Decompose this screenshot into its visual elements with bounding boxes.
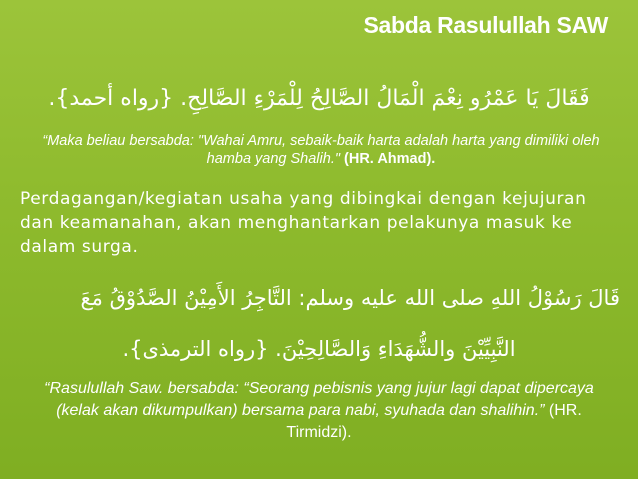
hadith1-arabic: فَقَالَ يَا عَمْرُو نِعْمَ الْمَالُ الصَّالِحُ لِلْمَرْءِ الصَّالِحِ. {رواه أحمد}. [48, 86, 590, 111]
hadith2-arabic-line2: النَّبِيِّيْنَ والشُّهَدَاءِ وَالصَّالِحِيْنَ. {رواه الترمذى}. [122, 337, 516, 361]
hadith1-reference: (HR. Ahmad). [344, 151, 436, 167]
hadith1-translation-block [30, 132, 612, 168]
hadith2-translation: “Rasulullah Saw. bersabda: “Seorang pebisnis yang jujur lagi dapat dipercaya (kelak akan dikumpulkan) bersama para nabi, syuhada dan shalihin.” [44, 380, 594, 419]
hadith2-translation-block [22, 378, 616, 444]
title-bar [0, 0, 638, 50]
body-paragraph: Perdagangan/kegiatan usaha yang dibingkai dengan kejujuran dan keamanahan, akan menghantarkan pelakunya masuk ke dalam surga. [20, 189, 587, 257]
hadith1-translation: “Maka beliau bersabda: "Wahai Amru, sebaik-baik harta adalah harta yang dimiliki oleh hamba yang Shalih." [42, 133, 600, 167]
slide-title: Sabda Rasulullah SAW [363, 11, 608, 38]
hadith2-reference: (HR. Tirmidzi). [286, 402, 582, 441]
hadith2-arabic-line1: قَالَ رَسُوْلُ اللهِ صلى الله عليه وسلم: التَّاجِرُ الأَمِيْنُ الصَّدُوْقُ مَعَ [80, 286, 620, 310]
